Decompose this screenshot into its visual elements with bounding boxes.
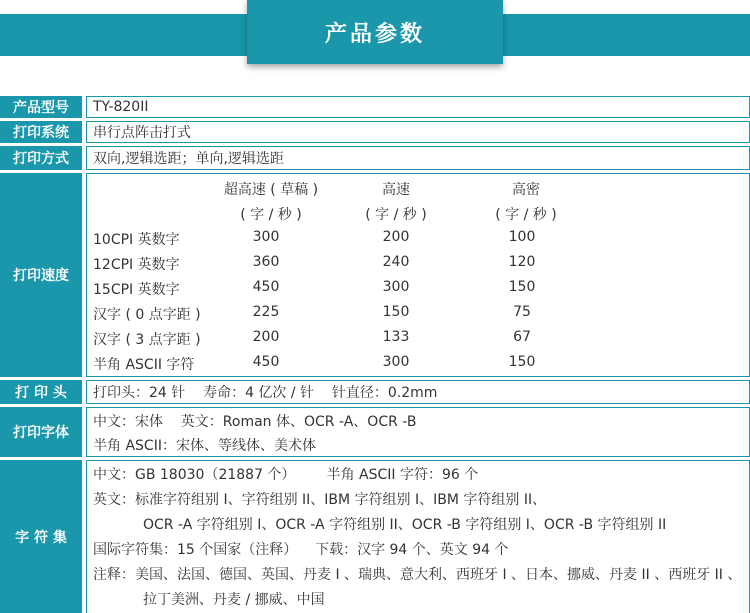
row-value-charset xyxy=(86,460,750,613)
speed-value: 133 xyxy=(382,329,410,345)
speed-item-name: 汉字 ( 0 点字距 ) xyxy=(93,307,201,323)
row-value-method: 双向,逻辑选距；单向,逻辑选距 xyxy=(86,146,750,170)
row-method xyxy=(0,146,750,170)
speed-value: 75 xyxy=(513,304,531,320)
speed-value: 67 xyxy=(513,329,531,345)
speed-table xyxy=(86,173,750,377)
row-label-head: 打 印 头 xyxy=(0,380,82,404)
speed-value: 450 xyxy=(252,279,280,295)
speed-value: 200 xyxy=(382,229,410,245)
page-title: 产品参数 xyxy=(247,0,503,64)
speed-value: 200 xyxy=(252,329,280,345)
charset-line: 中文：GB 18030（21887 个） 半角 ASCII 字符：96 个 xyxy=(93,467,479,483)
speed-value: 150 xyxy=(508,354,536,370)
speed-value: 100 xyxy=(508,229,536,245)
row-label-model: 产品型号 xyxy=(0,96,82,118)
row-head xyxy=(0,380,750,404)
speed-value: 360 xyxy=(252,254,280,270)
row-label-speed: 打印速度 xyxy=(0,173,82,377)
charset-line: 拉丁美洲、丹麦 / 挪威、中国 xyxy=(143,592,325,608)
speed-value: 120 xyxy=(508,254,536,270)
row-system xyxy=(0,121,750,143)
speed-item-name: 12CPI 英数字 xyxy=(93,257,180,273)
charset-line: 注释：美国、法国、德国、英国、丹麦 I 、瑞典、意大利、西班牙 I 、日本、挪威、丹麦 II 、西班牙 II 、 xyxy=(93,567,742,583)
row-value-head: 打印头：24 针 寿命：4 亿次 / 针 针直径：0.2mm xyxy=(86,380,750,404)
row-value-model: TY-820II xyxy=(86,96,750,118)
speed-value: 450 xyxy=(252,354,280,370)
speed-header-high: 高速 xyxy=(382,182,410,198)
speed-value: 150 xyxy=(508,279,536,295)
row-value-font xyxy=(86,407,750,457)
row-model xyxy=(0,96,750,118)
speed-unit-high: ( 字 / 秒 ) xyxy=(365,207,427,223)
speed-item-name: 汉字 ( 3 点字距 ) xyxy=(93,332,201,348)
font-line: 中文：宋体 英文：Roman 体、OCR -A、OCR -B xyxy=(93,414,417,430)
speed-unit-dense: ( 字 / 秒 ) xyxy=(495,207,557,223)
speed-value: 300 xyxy=(382,279,410,295)
row-value-system: 串行点阵击打式 xyxy=(86,121,750,143)
speed-header-ultra: 超高速 ( 草稿 ) xyxy=(223,182,319,198)
speed-value: 225 xyxy=(252,304,280,320)
speed-header-dense: 高密 xyxy=(512,182,540,198)
speed-item-name: 10CPI 英数字 xyxy=(93,232,180,248)
font-line: 半角 ASCII：宋体、等线体、美术体 xyxy=(93,438,316,454)
speed-value: 150 xyxy=(382,304,410,320)
charset-line: 国际字符集：15 个国家（注释） 下载：汉字 94 个、英文 94 个 xyxy=(93,542,509,558)
row-label-charset: 字 符 集 xyxy=(0,460,82,613)
row-charset xyxy=(0,460,750,613)
row-label-system: 打印系统 xyxy=(0,121,82,143)
charset-line: 英文：标准字符组别 I、字符组别 II、IBM 字符组别 I、IBM 字符组别 II、 xyxy=(93,492,547,508)
charset-line: OCR -A 字符组别 I、OCR -A 字符组别 II、OCR -B 字符组别 I、OCR -B 字符组别 II xyxy=(143,517,667,533)
row-font xyxy=(0,407,750,457)
speed-unit-ultra: ( 字 / 秒 ) xyxy=(240,207,302,223)
row-label-method: 打印方式 xyxy=(0,146,82,170)
row-label-font: 打印字体 xyxy=(0,407,82,457)
speed-value: 300 xyxy=(382,354,410,370)
speed-item-name: 15CPI 英数字 xyxy=(93,282,180,298)
row-speed xyxy=(0,173,750,377)
speed-item-name: 半角 ASCII 字符 xyxy=(93,357,195,373)
speed-value: 240 xyxy=(382,254,410,270)
speed-value: 300 xyxy=(252,229,280,245)
